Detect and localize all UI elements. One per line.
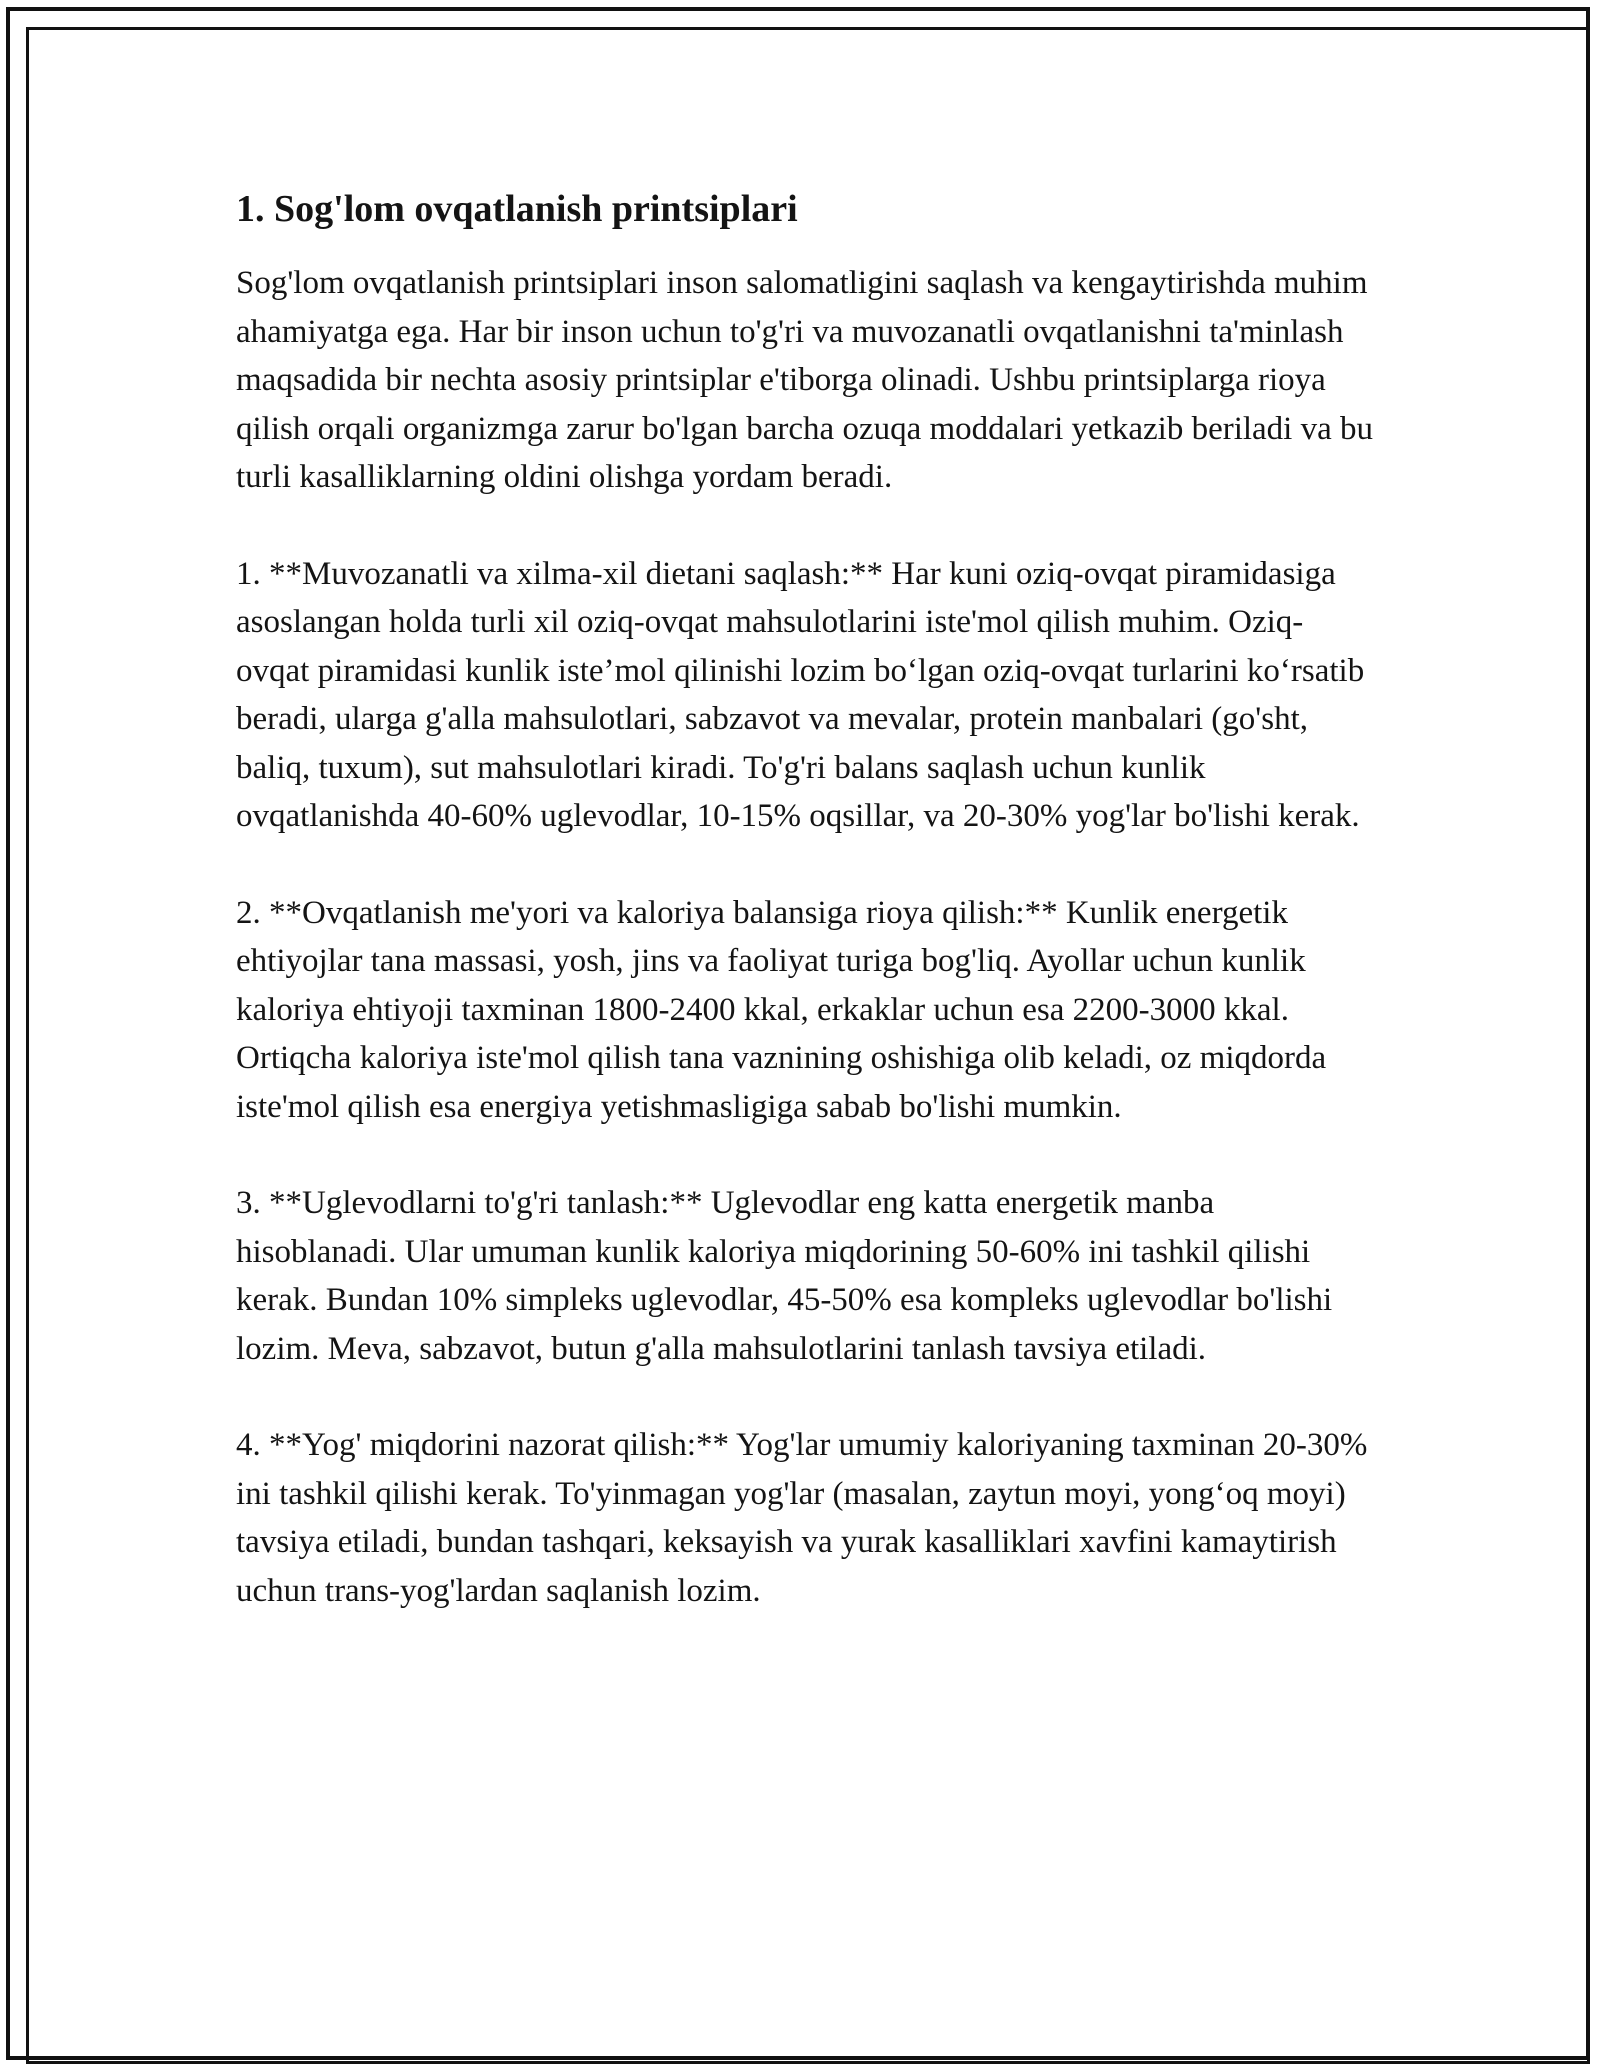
principle-3-paragraph: 3. **Uglevodlarni to'g'ri tanlash:** Uglevodlar eng katta energetik manba hisoblanadi. Ular umuman kunlik kaloriya miqdorining 50-60% ini tashkil qilishi kerak. Bundan 10% simpleks uglevodlar, 45-50% esa kompleks uglevodlar bo'lishi lozim. Meva, sabzavot, butun g'alla mahsulotlarini tanlash tavsiya etiladi. (236, 1185, 1333, 1367)
principle-2-paragraph: 2. **Ovqatlanish me'yori va kaloriya balansiga rioya qilish:** Kunlik energetik ehtiyojlar tana massasi, yosh, jins va faoliyat turiga bog'liq. Ayollar uchun kunlik kaloriya ehtiyoji taxminan 1800-2400 kkal, erkaklar uchun esa 2200-3000 kkal. Ortiqcha kaloriya iste'mol qilish tana vaznining oshishiga olib keladi, oz miqdorda iste'mol qilish esa energiya yetishmasligiga sabab bo'lishi mumkin. (236, 894, 1327, 1125)
principle-4-paragraph: 4. **Yog' miqdorini nazorat qilish:** Yog'lar umumiy kaloriyaning taxminan 20-30% ini tashkil qilishi kerak. To'yinmagan yog'lar (masalan, zaytun moyi, yong‘oq moyi) tavsiya etiladi, bundan tashqari, keksayish va yurak kasalliklari xavfini kamaytirish uchun trans-yog'lardan saqlanish lozim. (236, 1427, 1368, 1609)
document-body (236, 185, 1376, 1615)
section-title: 1. Sog'lom ovqatlanish printsiplari (236, 188, 798, 230)
intro-paragraph: Sog'lom ovqatlanish printsiplari inson salomatligini saqlash va kengaytirishda muhim ahamiyatga ega. Har bir inson uchun to'g'ri va muvozanatli ovqatlanishni ta'minlash maqsadida bir nechta asosiy printsiplar e'tiborga olinadi. Ushbu printsiplarga rioya qilish orqali organizmga zarur bo'lgan barcha ozuqa moddalari yetkazib beriladi va bu turli kasalliklarning oldini olishga yordam beradi. (236, 265, 1374, 495)
principle-1-paragraph: 1. **Muvozanatli va xilma-xil dietani saqlash:** Har kuni oziq-ovqat piramidasiga asoslangan holda turli xil oziq-ovqat mahsulotlarini iste'mol qilish muhim. Oziq-ovqat piramidasi kunlik iste’mol qilinishi lozim bo‘lgan oziq-ovqat turlarini ko‘rsatib beradi, ularga g'alla mahsulotlari, sabzavot va mevalar, protein manbalari (go'sht, baliq, tuxum), sut mahsulotlari kiradi. To'g'ri balans saqlash uchun kunlik ovqatlanishda 40-60% uglevodlar, 10-15% oqsillar, va 20-30% yog'lar bo'lishi kerak. (236, 555, 1365, 834)
